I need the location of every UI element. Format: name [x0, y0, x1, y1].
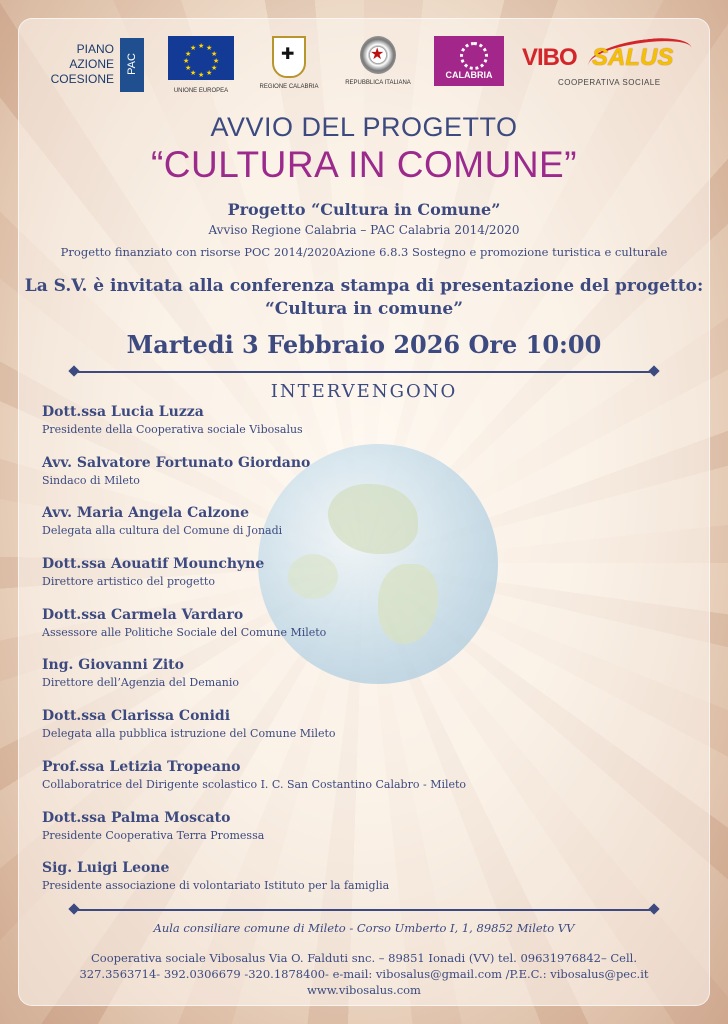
pac-logo-text: PIANO AZIONE COESIONE [50, 42, 114, 86]
project-name: Progetto “Cultura in Comune” [227, 200, 501, 219]
speaker-item [42, 453, 682, 504]
italia-logo: ★ REPUBBLICA ITALIANA [340, 36, 416, 86]
speaker-role: Sindaco di Mileto [42, 473, 140, 487]
speaker-role: Assessore alle Politiche Sociale del Comune Mileto [42, 625, 327, 639]
title-line-2: “CULTURA IN COMUNE” [150, 144, 578, 185]
speaker-role: Presidente Cooperativa Terra Promessa [42, 828, 265, 842]
contact-line-1: Cooperativa sociale Vibosalus Via O. Falduti snc. – 89851 Ionadi (VV) tel. 09631976842– Cell. [91, 951, 637, 965]
speaker-name: Ing. Giovanni Zito [42, 657, 184, 674]
funding-text: Progetto finanziato con risorse POC 2014/2020Azione 6.8.3 Sostegno e promozione turistica e culturale [60, 245, 668, 259]
speaker-name: Dott.ssa Clarissa Conidi [42, 708, 231, 725]
eu-flag-icon: ★ ★ ★ ★ ★ ★ ★ ★ ★ ★ ★ ★ [168, 36, 234, 80]
venue-text: Aula consiliare comune di Mileto - Corso Umberto I, 1, 89852 Mileto VV [153, 921, 575, 935]
pac-logo: PAC [120, 38, 144, 92]
speaker-item [42, 402, 682, 453]
speakers-heading: INTERVENGONO [270, 381, 458, 402]
speaker-name: Dott.ssa Aouatif Mounchyne [42, 556, 265, 573]
website-link[interactable]: www.vibosalus.com [307, 983, 421, 997]
contact-line-2: 327.3563714- 392.0306679 -320.1878400- e-mail: vibosalus@gmail.com /P.E.C.: vibosalus@pec.it [79, 967, 649, 981]
invite-line-1: La S.V. è invitata alla conferenza stampa di presentazione del progetto: [24, 276, 704, 296]
divider-bottom [70, 904, 658, 916]
speakers-list [42, 402, 682, 909]
calabria-region-logo: ✚ REGIONE CALABRIA [254, 36, 324, 90]
notice-text: Avviso Regione Calabria – PAC Calabria 2014/2020 [208, 223, 520, 237]
speaker-item [42, 605, 682, 656]
title-line-1: AVVIO DEL PROGETTO [210, 112, 518, 142]
speaker-item [42, 706, 682, 757]
speaker-role: Delegata alla cultura del Comune di Jonadi [42, 524, 283, 538]
speaker-item [42, 858, 682, 909]
speaker-role: Direttore dell’Agenzia del Demanio [42, 676, 239, 690]
logo-bar [36, 36, 692, 100]
speaker-name: Dott.ssa Carmela Vardaro [42, 606, 244, 623]
speaker-name: Sig. Luigi Leone [42, 860, 170, 877]
eu-logo: ★ ★ ★ ★ ★ ★ ★ ★ ★ ★ ★ ★ UNIONE EUROPEA [166, 36, 236, 94]
speaker-role: Presidente associazione di volontariato Istituto per la famiglia [42, 879, 390, 893]
speaker-item [42, 808, 682, 859]
speaker-name: Dott.ssa Palma Moscato [42, 809, 231, 826]
speaker-item [42, 554, 682, 605]
calabria-shield-icon [272, 36, 306, 78]
speaker-item [42, 655, 682, 706]
event-date: Martedi 3 Febbraio 2026 Ore 10:00 [126, 330, 602, 359]
divider-top [70, 366, 658, 378]
speaker-item [42, 503, 682, 554]
speaker-role: Presidente della Cooperativa sociale Vibosalus [42, 423, 303, 436]
speaker-role: Collaboratrice del Dirigente scolastico I. C. San Costantino Calabro - Mileto [42, 777, 467, 791]
speaker-role: Direttore artistico del progetto [42, 575, 215, 589]
italian-emblem-icon [360, 36, 396, 74]
speaker-name: Dott.ssa Lucia Luzza [42, 404, 204, 420]
speaker-name: Prof.ssa Letizia Tropeano [42, 758, 241, 775]
invite-line-2: “Cultura in comune” [265, 299, 463, 319]
contact-block [18, 950, 710, 998]
calabria-brand-logo: CALABRIA [434, 36, 504, 86]
speaker-name: Avv. Salvatore Fortunato Giordano [42, 454, 311, 471]
speaker-item [42, 757, 682, 808]
speaker-name: Avv. Maria Angela Calzone [42, 505, 250, 522]
vibosalus-logo: VIBO SALUS COOPERATIVA SOCIALE [522, 40, 692, 96]
speaker-role: Delegata alla pubblica istruzione del Comune Mileto [42, 727, 336, 741]
sun-icon [460, 42, 488, 70]
